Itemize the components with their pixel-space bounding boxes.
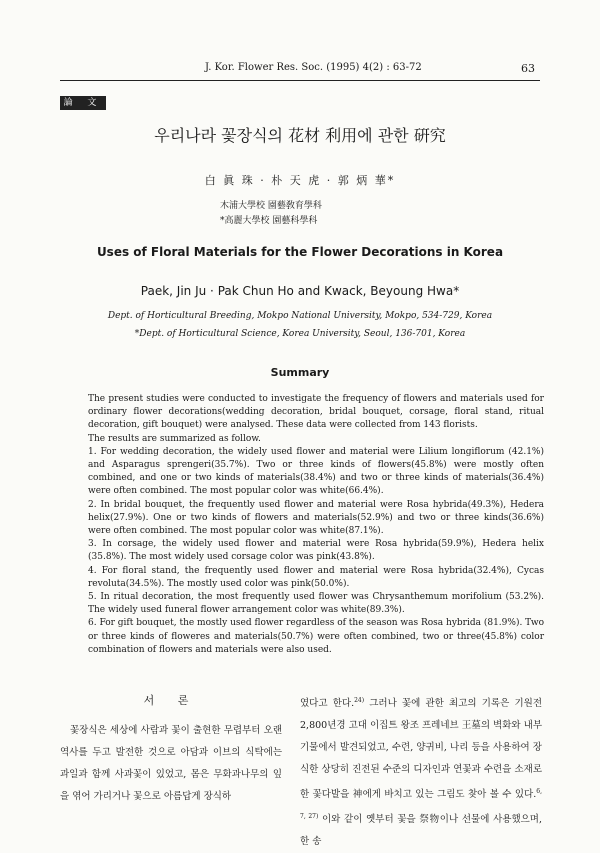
korean-title: 우리나라 꽃장식의 花材 利用에 관한 硏究 (154, 126, 446, 145)
intro-right-paragraph (300, 690, 542, 853)
article-type-badge: 論 文 (60, 96, 106, 110)
english-authors: Paek, Jin Ju · Pak Chun Ho and Kwack, Beyoung Hwa* (140, 284, 460, 298)
introduction-heading: 서 론 (143, 694, 199, 707)
summary-body (88, 393, 544, 657)
english-affiliation-1: Dept. of Horticultural Breeding, Mokpo National University, Mokpo, 534-729, Korea (107, 311, 493, 321)
summary-heading: Summary (270, 366, 330, 379)
english-affiliation-2: *Dept. of Horticultural Science, Korea University, Seoul, 136-701, Korea (134, 329, 466, 339)
summary-item: 3. In corsage, the widely used flower and material were Rosa hybrida(59.9%), Hedera helix (35.8%). The most widely used corsage color was pink(43.8%). (88, 539, 544, 563)
summary-lead: The results are summarized as follow. (88, 433, 261, 444)
summary-intro: The present studies were conducted to investigate the frequency of flowers and materials used for ordinary flower decorations(wedding decoration, bridal bouquet, corsage, floral stand, ritual decoration, gift bouquet) were analysed. These data were collected from 143 florists. (88, 394, 544, 431)
summary-item: 1. For wedding decoration, the widely used flower and material were Lilium longiflorum (42.1%) and Asparagus sprengeri(35.7%). Two or three kinds of flowers(45.8%) were mostly often combined, and one or two kinds of materials(38.4%) and two or three kinds of materials(36.4%) were often combined. The most popular color was white(66.4%). (88, 446, 544, 497)
summary-item: 2. In bridal bouquet, the frequently used flower and material were Rosa hybrida(49.3%), Hedera helix(27.9%). One or two kinds of flowers and materials(52.9%) and two or three kinds(36.6%) were often combined. The most popular color was white(87.1%). (88, 499, 544, 537)
korean-authors: 白 眞 珠 · 朴 天 虎 · 郭 炳 華* (204, 174, 396, 187)
korean-affiliation-1: 木浦大學校 園藝敎育學科 (220, 201, 322, 211)
intro-left-column (60, 690, 282, 808)
intro-right-column (300, 690, 542, 853)
english-title: Uses of Floral Materials for the Flower Decorations in Korea (96, 245, 504, 259)
korean-affiliation-2: *高麗大學校 園藝科學科 (220, 216, 318, 226)
header-rule (60, 80, 540, 81)
summary-item: 6. For gift bouquet, the mostly used flower regardless of the season was Rosa hybrida (81.9%). Two or three kinds of floweres and materials(50.7%) were often combined, two or three(45.8%) color combination of flowers and materials were also used. (88, 618, 544, 655)
intro-right-text: 이와 같이 옛부터 꽃을 祭物이나 선물에 사용했으며, 한 송 (300, 814, 542, 848)
summary-item: 5. In ritual decoration, the most frequently used flower was Chrysanthemum morifolium (53.2%). The widely used funeral flower arrangement color was white(89.3%). (88, 592, 544, 616)
summary-item: 4. For floral stand, the frequently used flower and material were Rosa hybrida(32.4%), Cycas revoluta(34.5%). The mostly used color was pink(50.0%). (88, 565, 544, 589)
running-header (0, 58, 600, 76)
intro-left-text: 꽃장식은 세상에 사람과 꽃이 출현한 무렵부터 오랜 역사를 두고 발전한 것으로 아담과 이브의 식탁에는 과일과 함께 사과꽃이 있었고, 몸은 무화과나무의 잎을 엮어 가리거나 꽃으로 아름답게 장식하 (60, 725, 282, 802)
page-number: 63 (521, 62, 535, 75)
citation-ref: 24) (354, 697, 365, 704)
journal-citation: J. Kor. Flower Res. Soc. (1995) 4(2) : 63-72 (205, 62, 422, 73)
intro-right-text: 그러나 꽃에 관한 최고의 기록은 기원전 2,800년경 고대 이집트 왕조 프레네브 王墓의 벽화와 내부 기물에서 발견되었고, 수련, 양귀비, 나리 등을 사용하여 장식한 상당히 진전된 수준의 디자인과 연꽃과 수련을 소재로 한 꽃다발을 神에게 바치고 있는 그림도 찾아 볼 수 있다. (300, 698, 542, 801)
intro-right-text: 였다고 한다. (300, 698, 355, 710)
citation-ref: 6, 7, 27) (300, 788, 542, 821)
